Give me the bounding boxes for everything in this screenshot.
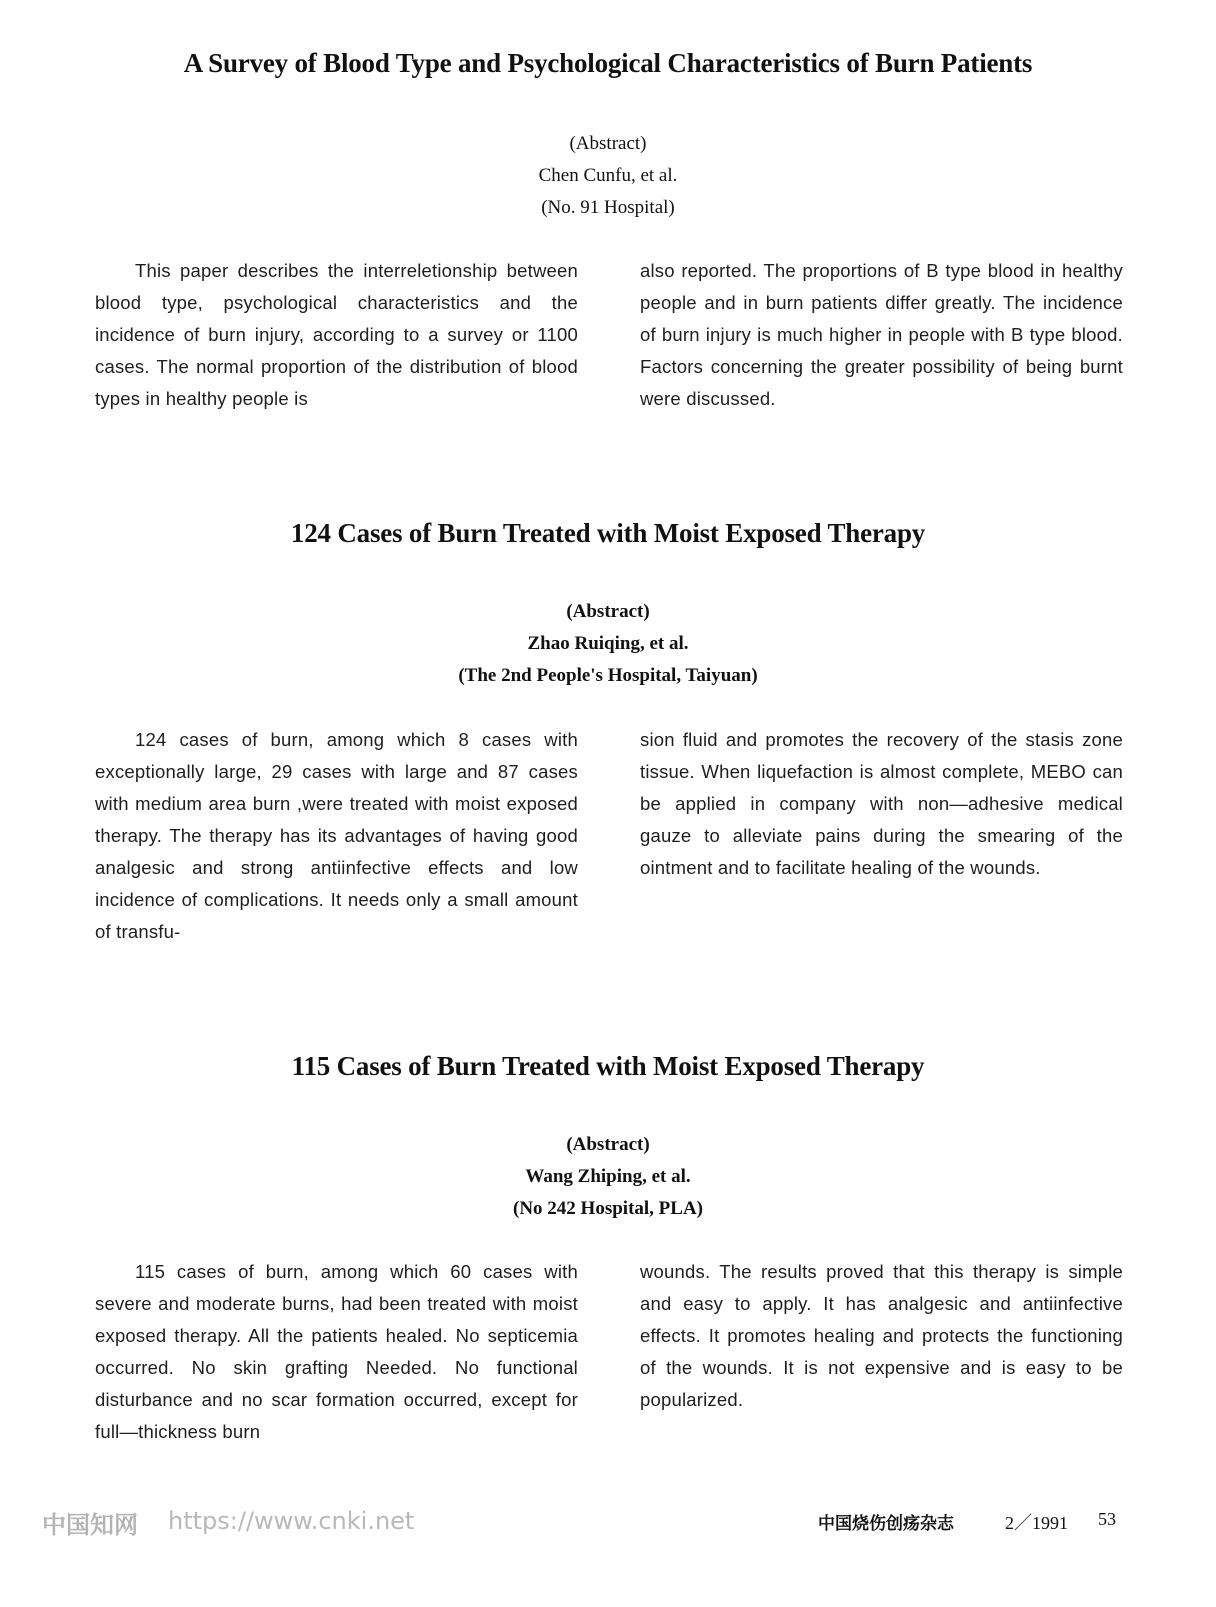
author: Wang Zhiping, et al. [525, 1166, 691, 1187]
body-column-right: sion fluid and promotes the recovery of the stasis zone tissue. When liquefaction is almost complete, MEBO can be applied in company with non—adhesive medical gauze to alleviate pains during the smearing of the ointment and to facilitate healing of the wounds. [640, 729, 1123, 878]
author: Zhao Ruiqing, et al. [527, 633, 689, 654]
article-3 [0, 1051, 1216, 1219]
issue-number: 2／1991 [1005, 1513, 1068, 1533]
cnki-watermark-logo: 中国知网 [42, 1511, 138, 1539]
abstract-label: (Abstract) [566, 1134, 650, 1155]
affiliation: (No 242 Hospital, PLA) [513, 1198, 703, 1219]
article-meta [0, 128, 1216, 224]
abstract-label: (Abstract) [569, 133, 647, 154]
journal-name: 中国烧伤创疡杂志 [818, 1514, 954, 1534]
abstract-label: (Abstract) [566, 601, 650, 622]
article-meta [0, 596, 1216, 692]
body-column-left: 124 cases of burn, among which 8 cases with exceptionally large, 29 cases with large and 87 cases with medium area burn ,were treated with moist exposed therapy. The therapy has its advantages of having good analgesic and strong antiinfective effects and low incidence of complications. It needs only a small amount of transfu- [95, 729, 578, 942]
article-title: A Survey of Blood Type and Psychological Characteristics of Burn Patients [183, 48, 1033, 78]
affiliation: (No. 91 Hospital) [541, 197, 675, 218]
article-title: 124 Cases of Burn Treated with Moist Exposed Therapy [290, 518, 926, 548]
cnki-watermark-url: https://www.cnki.net [168, 1507, 415, 1535]
body-column-left: 115 cases of burn, among which 60 cases with severe and moderate burns, had been treated with moist exposed therapy. All the patients healed. No septicemia occurred. No skin grafting Needed. No functional disturbance and no scar formation occurred, except for full—thickness burn [95, 1261, 578, 1442]
affiliation: (The 2nd People's Hospital, Taiyuan) [458, 665, 758, 686]
page-number: 53 [1098, 1509, 1116, 1529]
article-2 [0, 518, 1216, 686]
article-1 [0, 48, 1216, 218]
body-column-right: also reported. The proportions of B type blood in healthy people and in burn patients differ greatly. The incidence of burn injury is much higher in people with B type blood. Factors concerning the greater possibility of being burnt were discussed. [640, 260, 1123, 409]
author: Chen Cunfu, et al. [538, 165, 678, 186]
body-column-right: wounds. The results proved that this therapy is simple and easy to apply. It has analgesic and antiinfective effects. It promotes healing and protects the functioning of the wounds. It is not expensive and is easy to be popularized. [640, 1261, 1123, 1410]
body-column-left: This paper describes the interreletionship between blood type, psychological characteristics and the incidence of burn injury, according to a survey or 1100 cases. The normal proportion of the distribution of blood types in healthy people is [95, 260, 578, 409]
article-title: 115 Cases of Burn Treated with Moist Exposed Therapy [291, 1051, 925, 1081]
page-footer [0, 1505, 1216, 1545]
article-meta [0, 1129, 1216, 1225]
